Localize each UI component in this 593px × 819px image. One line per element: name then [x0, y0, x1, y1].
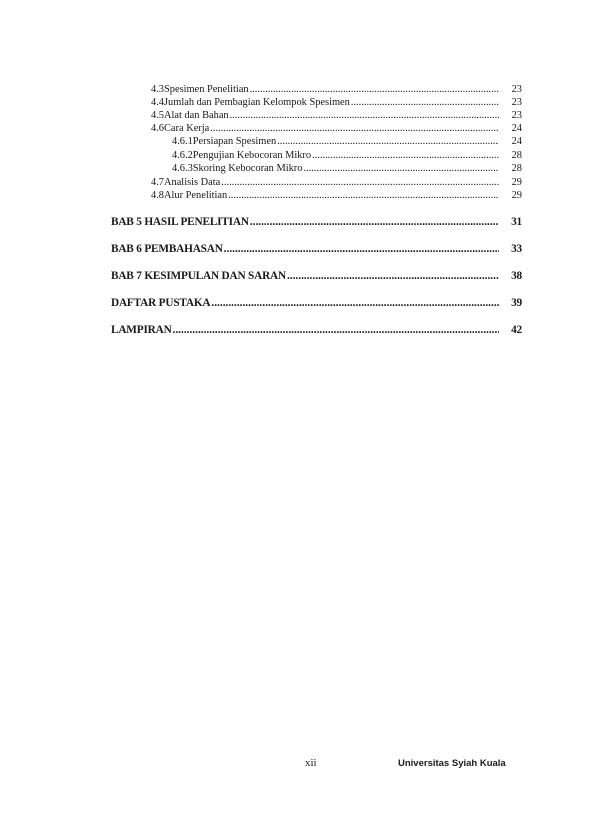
toc-leader-dots [312, 149, 499, 162]
toc-entry[interactable] [151, 176, 522, 189]
toc-entry-page: 28 [511, 150, 522, 161]
footer-institution: Universitas Syiah Kuala [398, 758, 506, 769]
toc-entry-number: 4.7 [151, 177, 164, 188]
toc-entry[interactable] [151, 83, 522, 96]
toc-entry-title: Persiapan Spesimen [192, 136, 277, 147]
toc-leader-dots [250, 215, 499, 229]
toc-chapter-title: BAB 7 KESIMPULAN DAN SARAN [111, 270, 286, 282]
toc-entry-page: 23 [511, 110, 522, 121]
toc-chapter-entry[interactable] [111, 323, 522, 337]
toc-chapter-title: LAMPIRAN [111, 324, 172, 336]
toc-chapter-entry[interactable] [111, 215, 522, 229]
toc-chapter-page: 39 [511, 297, 522, 309]
toc-entry-title: Jumlah dan Pembagian Kelompok Spesimen [164, 97, 350, 108]
toc-entry[interactable] [172, 135, 522, 148]
toc-entry-page: 24 [511, 123, 522, 134]
toc-entry-title: Alat dan Bahan [164, 110, 229, 121]
footer-page-number: xii [305, 757, 317, 769]
toc-chapter-title: DAFTAR PUSTAKA [111, 297, 211, 309]
toc-entry-page: 29 [511, 177, 522, 188]
toc-entry[interactable] [151, 96, 522, 109]
toc-entry-number: 4.8 [151, 190, 164, 201]
toc-leader-dots [173, 323, 499, 337]
toc-chapter-entry[interactable] [111, 269, 522, 283]
toc-entry-page: 23 [511, 84, 522, 95]
toc-entry-number: 4.6.1 [172, 136, 193, 147]
toc-entry-number: 4.3 [151, 84, 164, 95]
toc-chapter-title: BAB 5 HASIL PENELITIAN [111, 216, 249, 228]
toc-leader-dots [287, 269, 499, 283]
toc-entry-number: 4.4 [151, 97, 164, 108]
toc-entry[interactable] [172, 162, 522, 175]
toc-leader-dots [221, 176, 499, 189]
toc-leader-dots [230, 109, 499, 122]
toc-entry-number: 4.6.3 [172, 163, 193, 174]
toc-entry-page: 28 [511, 163, 522, 174]
toc-entry-number: 4.6.2 [172, 150, 193, 161]
toc-entry[interactable] [151, 122, 522, 135]
toc-leader-dots [211, 296, 499, 310]
toc-entry-title: Pengujian Kebocoran Mikro [192, 150, 312, 161]
toc-chapter-title: BAB 6 PEMBAHASAN [111, 243, 223, 255]
toc-entry[interactable] [172, 149, 522, 162]
toc-chapter-page: 42 [511, 324, 522, 336]
toc-entry-number: 4.5 [151, 110, 164, 121]
toc-entry-page: 23 [511, 97, 522, 108]
toc-chapter-page: 33 [511, 243, 522, 255]
toc-entry[interactable] [151, 109, 522, 122]
toc-leader-dots [210, 122, 499, 135]
toc-entry-title: Skoring Kebocoran Mikro [192, 163, 303, 174]
toc-entry-page: 24 [511, 136, 522, 147]
toc-leader-dots [224, 242, 499, 256]
toc-chapter-page: 31 [511, 216, 522, 228]
toc-entry-title: Spesimen Penelitian [164, 84, 249, 95]
toc-chapter-entry[interactable] [111, 296, 522, 310]
toc-leader-dots [277, 135, 499, 148]
toc-leader-dots [228, 189, 499, 202]
toc-entry-number: 4.6 [151, 123, 164, 134]
toc-entry-title: Alur Penelitian [164, 190, 228, 201]
toc-chapter-page: 38 [511, 270, 522, 282]
toc-chapter-entry[interactable] [111, 242, 522, 256]
toc-leader-dots [351, 96, 499, 109]
toc-leader-dots [303, 162, 499, 175]
toc-entry-page: 29 [511, 190, 522, 201]
toc-entry-title: Cara Kerja [164, 123, 210, 134]
toc-entry-title: Analisis Data [164, 177, 221, 188]
toc-entry[interactable] [151, 189, 522, 202]
toc-leader-dots [250, 83, 499, 96]
